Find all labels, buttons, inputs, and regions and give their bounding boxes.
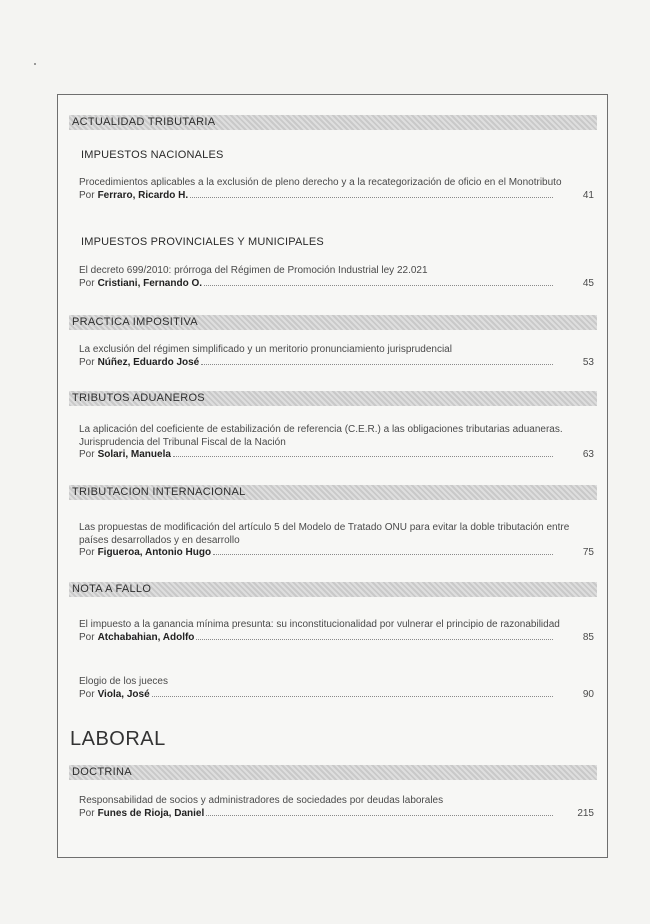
entry-title: Elogio de los jueces bbox=[79, 676, 168, 687]
entry-page: 85 bbox=[582, 631, 594, 643]
section-label: NOTA A FALLO bbox=[72, 583, 152, 595]
entry-page: 53 bbox=[582, 356, 594, 368]
dot-leader bbox=[196, 638, 553, 640]
section-label: TRIBUTACION INTERNACIONAL bbox=[72, 486, 246, 498]
entry-author: Funes de Rioja, Daniel bbox=[97, 807, 205, 819]
dot-leader bbox=[173, 455, 553, 457]
subsection-heading: IMPUESTOS NACIONALES bbox=[81, 149, 224, 161]
dot-leader bbox=[213, 553, 553, 555]
section-label: PRACTICA IMPOSITIVA bbox=[72, 316, 198, 328]
subsection-heading: IMPUESTOS PROVINCIALES Y MUNICIPALES bbox=[81, 236, 324, 248]
dot-leader bbox=[190, 196, 553, 198]
entry-title: La exclusión del régimen simplificado y un meritorio pronunciamiento jurisprudencial bbox=[79, 344, 452, 355]
section-label: DOCTRINA bbox=[72, 766, 132, 778]
entry-title: Procedimientos aplicables a la exclusión de pleno derecho y a la recategorización de oficio en el Monotributo bbox=[79, 177, 562, 188]
toc-entry[interactable] bbox=[79, 676, 594, 701]
toc-entry[interactable] bbox=[79, 424, 594, 462]
entry-title: La aplicación del coeficiente de estabilización de referencia (C.E.R.) a las obligaciones tributarias aduaneras. Jurisprudencia del Tribunal Fiscal de la Nación bbox=[79, 424, 563, 448]
section-header bbox=[69, 582, 597, 597]
dot-leader bbox=[204, 284, 553, 286]
dot-leader bbox=[152, 695, 553, 697]
entry-by: Por bbox=[79, 189, 95, 201]
toc-entry[interactable] bbox=[79, 522, 594, 560]
entry-page: 75 bbox=[582, 547, 594, 558]
entry-by: Por bbox=[79, 547, 95, 558]
entry-by: Por bbox=[79, 807, 95, 819]
entry-author: Núñez, Eduardo José bbox=[97, 356, 200, 368]
entry-author: Ferraro, Ricardo H. bbox=[97, 189, 189, 201]
entry-page: 41 bbox=[582, 189, 594, 201]
section-label: ACTUALIDAD TRIBUTARIA bbox=[72, 116, 216, 128]
entry-by: Por bbox=[79, 631, 95, 643]
entry-by: Por bbox=[79, 449, 95, 460]
entry-author: Figueroa, Antonio Hugo bbox=[97, 547, 212, 558]
entry-title: Las propuestas de modificación del artículo 5 del Modelo de Tratado ONU para evitar la doble tributación entre países desarrollados y en desarrollo bbox=[79, 522, 570, 546]
section-header bbox=[69, 485, 597, 500]
chapter-heading: LABORAL bbox=[70, 728, 166, 750]
table-of-contents bbox=[57, 94, 608, 858]
entry-page: 215 bbox=[577, 807, 594, 819]
margin-speck bbox=[34, 63, 36, 65]
toc-entry[interactable] bbox=[79, 177, 594, 202]
toc-entry[interactable] bbox=[79, 619, 594, 644]
section-label: TRIBUTOS ADUANEROS bbox=[72, 392, 205, 404]
section-header bbox=[69, 315, 597, 330]
toc-entry[interactable] bbox=[79, 344, 594, 369]
toc-entry[interactable] bbox=[79, 795, 594, 820]
section-header bbox=[69, 391, 597, 406]
entry-page: 90 bbox=[582, 688, 594, 700]
entry-by: Por bbox=[79, 688, 95, 700]
entry-author: Cristiani, Fernando O. bbox=[97, 277, 203, 289]
dot-leader bbox=[206, 814, 553, 816]
section-header bbox=[69, 115, 597, 130]
toc-entry[interactable] bbox=[79, 265, 594, 290]
entry-author: Viola, José bbox=[97, 688, 150, 700]
entry-title: El impuesto a la ganancia mínima presunta: su inconstitucionalidad por vulnerar el principio de razonabilidad bbox=[79, 619, 560, 630]
entry-page: 63 bbox=[582, 449, 594, 460]
entry-author: Solari, Manuela bbox=[97, 449, 171, 460]
dot-leader bbox=[201, 363, 553, 365]
entry-page: 45 bbox=[582, 277, 594, 289]
section-header bbox=[69, 765, 597, 780]
entry-by: Por bbox=[79, 277, 95, 289]
entry-author: Atchabahian, Adolfo bbox=[97, 631, 195, 643]
entry-title: El decreto 699/2010: prórroga del Régimen de Promoción Industrial ley 22.021 bbox=[79, 265, 428, 276]
entry-by: Por bbox=[79, 356, 95, 368]
entry-title: Responsabilidad de socios y administradores de sociedades por deudas laborales bbox=[79, 795, 444, 806]
